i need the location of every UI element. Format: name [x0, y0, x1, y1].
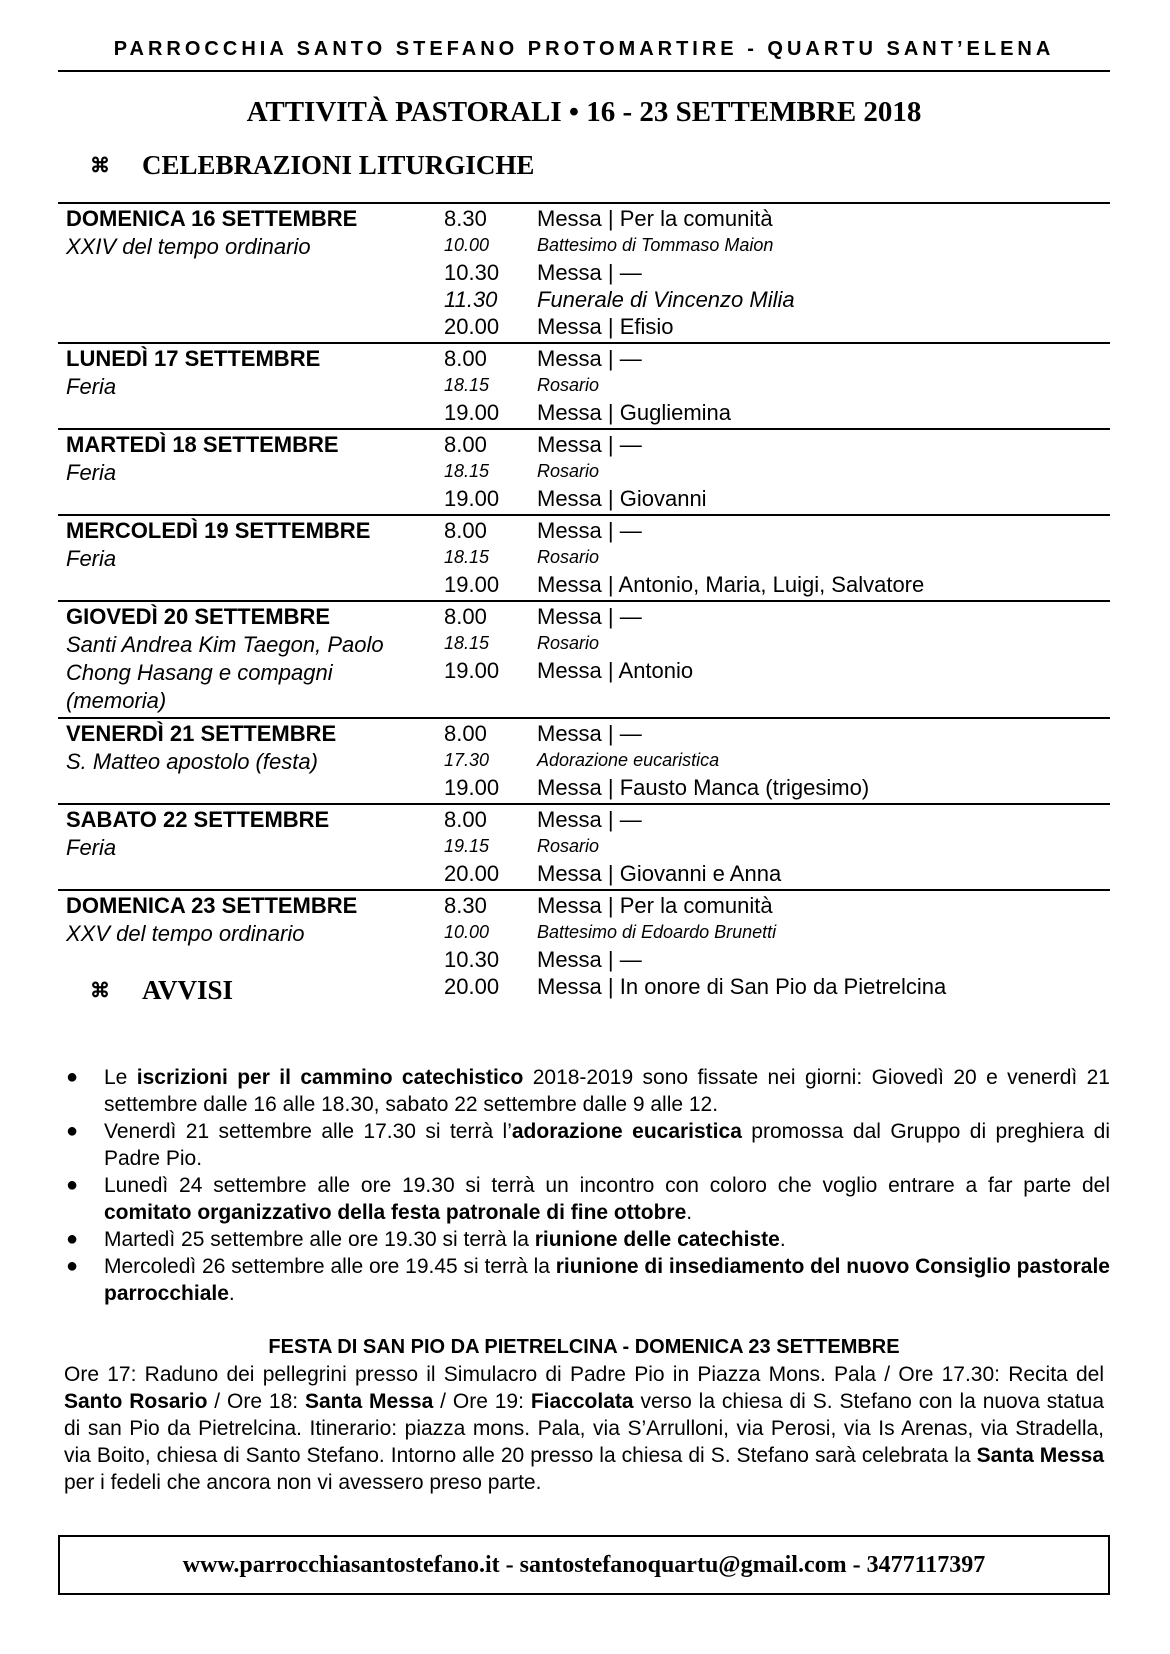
section-title: AVVISI: [142, 975, 234, 1005]
notice-text: iscrizioni per il cammino catechistico: [136, 1066, 524, 1089]
notice-text: comitato organizzativo della festa patronale di fine ottobre: [104, 1201, 687, 1224]
section-avvisi: [90, 975, 233, 1006]
event-time: 19.00: [444, 486, 500, 511]
day-name: SABATO 22 SETTEMBRE: [66, 807, 330, 832]
notice-text: Le: [104, 1066, 137, 1089]
notice-text: adorazione eucaristica: [511, 1120, 742, 1143]
event-description: Rosario: [537, 836, 600, 856]
event-row: [444, 205, 1110, 232]
event-row: [444, 630, 1110, 657]
festa-text: per i fedeli che ancora non vi avessero preso parte.: [64, 1471, 542, 1494]
event-time: 19.00: [444, 658, 500, 683]
day-block: [58, 805, 1110, 891]
event-row: [444, 232, 1110, 259]
festa-text: Santa Messa: [304, 1390, 434, 1413]
liturgical-note: Feria: [66, 835, 117, 860]
day-info: [58, 517, 444, 598]
event-time: 10.30: [444, 947, 500, 972]
liturgical-note: Santi Andrea Kim Taegon, Paolo: [66, 632, 384, 657]
event-description: Messa | —: [537, 346, 642, 371]
event-time: 8.00: [444, 721, 487, 746]
notice-text: .: [686, 1201, 693, 1224]
event-row: [444, 286, 1110, 313]
event-description: Messa | Antonio, Maria, Luigi, Salvatore: [537, 572, 925, 597]
liturgical-note: Feria: [66, 546, 117, 571]
day-info: [58, 205, 444, 340]
day-block: [58, 602, 1110, 719]
notice-item: [58, 1172, 1110, 1226]
festa-text: Santo Rosario: [64, 1390, 208, 1413]
notice-text: .: [228, 1282, 235, 1305]
event-description: Messa | —: [537, 947, 642, 972]
liturgical-note: Feria: [66, 460, 117, 485]
event-description: Messa | In onore di San Pio da Pietrelcina: [537, 974, 947, 999]
day-info: [58, 345, 444, 426]
event-time: 10.30: [444, 260, 500, 285]
event-row: [444, 485, 1110, 512]
liturgical-note: XXV del tempo ordinario: [66, 921, 305, 946]
event-description: Messa | —: [537, 260, 642, 285]
notice-text: Lunedì 24 settembre alle ore 19.30 si terrà un incontro con coloro che voglio entrare a far parte del: [104, 1174, 1110, 1197]
event-description: Battesimo di Edoardo Brunetti: [537, 922, 777, 942]
event-time: 20.00: [444, 861, 500, 886]
event-description: Messa | Gugliemina: [537, 400, 732, 425]
day-name: DOMENICA 23 SETTEMBRE: [66, 893, 358, 918]
festa-text: verso la chiesa di S. Stefano con la nuova statua di san Pio da Pietrelcina. Itinerario: piazza mons. Pala, via S’Arrulloni, via Perosi, via Is Arenas, via Stradella, via Boito, chiesa di Santo Stefano. Intorno alle 20 presso la chiesa di S. Stefano sarà celebrata la: [64, 1390, 1105, 1467]
event-time: 10.00: [444, 235, 490, 255]
event-time: 19.00: [444, 400, 500, 425]
event-row: [444, 603, 1110, 630]
event-row: [444, 973, 1110, 1000]
event-list: [444, 720, 1110, 801]
notice-text: promossa dal Gruppo di preghiera di Padre Pio.: [104, 1120, 1110, 1170]
event-row: [444, 946, 1110, 973]
day-info: [58, 603, 444, 715]
event-time: 8.00: [444, 346, 487, 371]
event-row: [444, 860, 1110, 887]
event-list: [444, 806, 1110, 887]
liturgical-note: Feria: [66, 374, 117, 399]
event-description: Messa | —: [537, 807, 642, 832]
event-description: Rosario: [537, 633, 600, 653]
event-row: [444, 892, 1110, 919]
notice-item: [58, 1226, 1110, 1253]
day-name: VENERDÌ 21 SETTEMBRE: [66, 721, 337, 746]
event-list: [444, 345, 1110, 426]
day-info: [58, 720, 444, 801]
day-name: GIOVEDÌ 20 SETTEMBRE: [66, 604, 331, 629]
day-info: [58, 806, 444, 887]
notice-text: riunione di insediamento del nuovo Consiglio pastorale parrocchiale: [104, 1255, 1110, 1305]
bullet-icon: ●: [66, 1066, 79, 1088]
day-block: [58, 719, 1110, 805]
event-time: 20.00: [444, 974, 500, 999]
bullet-icon: ●: [66, 1174, 79, 1196]
event-description: Messa | Giovanni e Anna: [537, 861, 782, 886]
event-time: 17.30: [444, 750, 490, 770]
event-time: 8.30: [444, 206, 487, 231]
festa-text: Santa Messa: [976, 1444, 1105, 1467]
event-time: 11.30: [444, 287, 498, 312]
notice-item: [58, 1064, 1110, 1118]
liturgical-note: S. Matteo apostolo (festa): [66, 749, 318, 774]
event-row: [444, 657, 1110, 684]
event-row: [444, 431, 1110, 458]
bullet-icon: ●: [66, 1255, 79, 1277]
festa-text: Ore 17: Raduno dei pellegrini presso il Simulacro di Padre Pio in Piazza Mons. Pala / Ore 17.30: Recita del: [64, 1363, 1104, 1386]
event-description: Messa | Antonio: [537, 658, 694, 683]
day-block: [58, 430, 1110, 516]
event-row: [444, 517, 1110, 544]
event-description: Messa | —: [537, 518, 642, 543]
event-description: Rosario: [537, 547, 600, 567]
page-title: ATTIVITÀ PASTORALI • 16 - 23 SETTEMBRE 2018: [246, 96, 922, 128]
event-row: [444, 399, 1110, 426]
day-name: MARTEDÌ 18 SETTEMBRE: [66, 432, 339, 457]
liturgical-note: XXIV del tempo ordinario: [66, 234, 311, 259]
event-description: Messa | Efisio: [537, 314, 674, 339]
event-list: [444, 892, 1110, 1000]
day-block: [58, 204, 1110, 344]
festa-text: / Ore 19:: [433, 1390, 531, 1413]
notice-text: 2018-2019 sono fissate nei giorni: Giovedì 20 e venerdì 21 settembre dalle 16 alle 18.30, sabato 22 settembre dalle 9 alle 12.: [104, 1066, 1110, 1116]
event-time: 19.15: [444, 836, 490, 856]
event-row: [444, 833, 1110, 860]
event-row: [444, 806, 1110, 833]
event-time: 18.15: [444, 461, 490, 481]
event-row: [444, 372, 1110, 399]
festa-title: FESTA DI SAN PIO DA PIETRELCINA - DOMENICA 23 SETTEMBRE: [268, 1336, 900, 1358]
day-name: DOMENICA 16 SETTEMBRE: [66, 206, 358, 231]
event-row: [444, 774, 1110, 801]
event-row: [444, 259, 1110, 286]
event-description: Rosario: [537, 461, 600, 481]
festa-text: / Ore 18:: [207, 1390, 305, 1413]
event-description: Funerale di Vincenzo Milia: [537, 287, 795, 312]
event-row: [444, 747, 1110, 774]
event-description: Messa | —: [537, 721, 642, 746]
day-name: LUNEDÌ 17 SETTEMBRE: [66, 346, 321, 371]
event-row: [444, 313, 1110, 340]
day-name: MERCOLEDÌ 19 SETTEMBRE: [66, 518, 371, 543]
event-row: [444, 544, 1110, 571]
event-row: [444, 571, 1110, 598]
event-time: 8.30: [444, 893, 487, 918]
liturgical-note: (memoria): [66, 688, 167, 713]
section-title: CELEBRAZIONI LITURGICHE: [142, 150, 535, 180]
event-list: [444, 517, 1110, 598]
event-time: 20.00: [444, 314, 500, 339]
event-description: Messa | Fausto Manca (trigesimo): [537, 775, 870, 800]
event-list: [444, 431, 1110, 512]
event-time: 8.00: [444, 518, 487, 543]
notice-item: [58, 1118, 1110, 1172]
event-description: Messa | Per la comunità: [537, 206, 773, 231]
event-row: [444, 345, 1110, 372]
notice-text: Mercoledì 26 settembre alle ore 19.45 si terrà la: [104, 1255, 556, 1278]
footer-contacts: [58, 1535, 1110, 1595]
event-list: [444, 205, 1110, 340]
parish-header: PARROCCHIA SANTO STEFANO PROTOMARTIRE - QUARTU SANT’ELENA: [113, 38, 1055, 60]
event-description: Adorazione eucaristica: [537, 750, 720, 770]
event-description: Battesimo di Tommaso Maion: [537, 235, 774, 255]
event-description: Messa | Giovanni: [537, 486, 707, 511]
cross-ornament-icon: ⌘: [90, 980, 110, 1002]
notice-text: riunione delle catechiste: [534, 1228, 780, 1251]
event-time: 10.00: [444, 922, 490, 942]
day-info: [58, 431, 444, 512]
event-time: 8.00: [444, 432, 487, 457]
event-time: 19.00: [444, 775, 500, 800]
event-time: 19.00: [444, 572, 500, 597]
day-block: [58, 516, 1110, 602]
notice-text: .: [779, 1228, 786, 1251]
header-rule: [58, 70, 1110, 72]
festa-body: [64, 1361, 1104, 1496]
event-time: 8.00: [444, 807, 487, 832]
footer-text: www.parrocchiasantostefano.it - santostefanoquartu@gmail.com - 3477117397: [182, 1551, 986, 1578]
liturgical-schedule: [58, 202, 1110, 1002]
event-time: 18.15: [444, 375, 490, 395]
day-block: [58, 344, 1110, 430]
event-list: [444, 603, 1110, 715]
event-row: [444, 720, 1110, 747]
event-time: 18.15: [444, 633, 490, 653]
liturgical-note: Chong Hasang e compagni: [66, 660, 333, 685]
event-description: Messa | Per la comunità: [537, 893, 773, 918]
notice-text: Martedì 25 settembre alle ore 19.30 si terrà la: [104, 1228, 535, 1251]
notice-text: Venerdì 21 settembre alle 17.30 si terrà l’: [104, 1120, 512, 1143]
event-row: [444, 458, 1110, 485]
notices-list: [58, 1064, 1110, 1307]
cross-ornament-icon: ⌘: [90, 155, 110, 177]
event-time: 8.00: [444, 604, 487, 629]
event-time: 18.15: [444, 547, 490, 567]
event-row: [444, 919, 1110, 946]
event-description: Rosario: [537, 375, 600, 395]
bullet-icon: ●: [66, 1120, 79, 1142]
event-description: Messa | —: [537, 604, 642, 629]
notice-item: [58, 1253, 1110, 1307]
bullet-icon: ●: [66, 1228, 79, 1250]
event-description: Messa | —: [537, 432, 642, 457]
section-celebrazioni: [90, 150, 534, 181]
festa-text: Fiaccolata: [530, 1390, 634, 1413]
